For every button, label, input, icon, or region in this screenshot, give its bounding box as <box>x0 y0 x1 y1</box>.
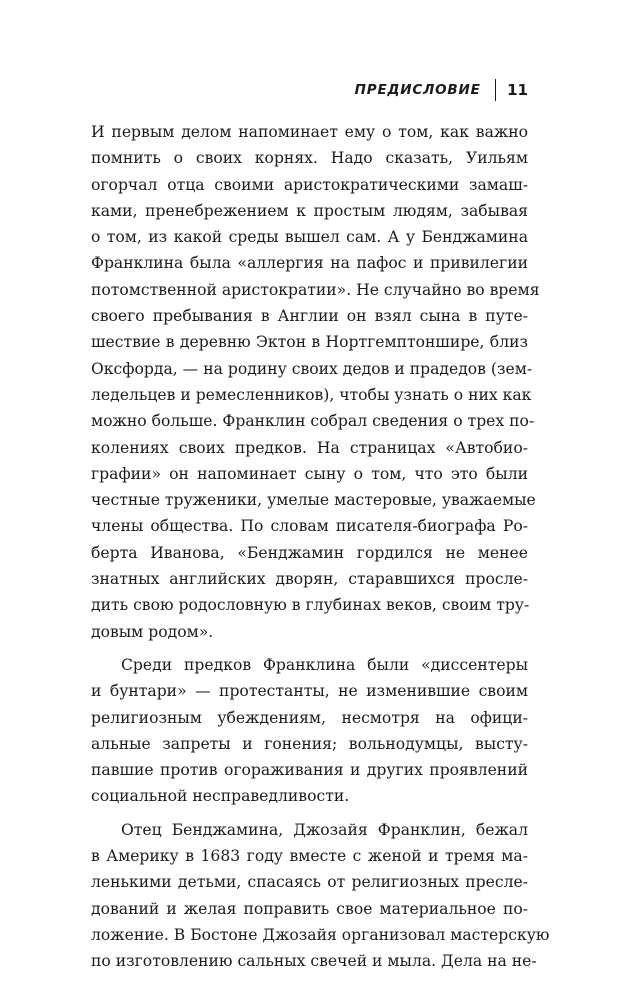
text-line: ками, пренебрежением к простым людям, забывая <box>91 201 528 220</box>
paragraph <box>91 652 528 810</box>
text-line: альные запреты и гонения; вольнодумцы, высту- <box>91 734 528 753</box>
text-line: знатных английских дворян, старавшихся просле- <box>91 570 528 589</box>
text-line: дить свою родословную в глубинах веков, своим тру- <box>91 596 530 615</box>
text-line: павшие против огораживания и других проявлений <box>91 761 528 780</box>
text-line: Отец Бенджамина, Джозайя Франклин, бежал <box>121 820 528 839</box>
paragraph <box>91 119 540 645</box>
text-line: шествие в деревню Эктон в Нортгемптоншире, близ <box>91 333 528 352</box>
text-line: Оксфорда, — на родину своих дедов и прадедов (зем- <box>91 359 533 378</box>
text-line: социальной несправедливости. <box>91 787 350 806</box>
text-line: можно больше. Франклин собрал сведения о трех по- <box>91 412 535 431</box>
section-title: ПРЕДИСЛОВИЕ <box>354 82 481 98</box>
text-line: Среди предков Франклина были «диссентеры <box>121 655 528 674</box>
text-line: берта Иванова, «Бенджамин гордился не менее <box>91 543 528 562</box>
paragraph <box>91 817 550 975</box>
text-line: потомственной аристократии». Не случайно во время <box>91 280 540 299</box>
text-line: ледельцев и ремесленников), чтобы узнать о них как <box>91 385 532 404</box>
text-line: довым родом». <box>91 622 214 641</box>
running-header <box>355 78 528 102</box>
text-line: и бунтари» — протестанты, не изменившие своим <box>91 682 528 701</box>
body-text <box>91 119 550 975</box>
text-line: Франклина была «аллергия на пафос и привилегии <box>91 254 528 273</box>
text-line: колениях своих предков. На страницах «Автобио- <box>91 438 528 457</box>
text-line: помнить о своих корнях. Надо сказать, Уильям <box>91 149 528 168</box>
text-line: огорчал отца своими аристократическими замаш- <box>91 175 528 194</box>
text-line: графии» он напоминает сыну о том, что это были <box>91 464 528 483</box>
text-line: религиозным убеждениям, несмотря на офици- <box>91 708 528 727</box>
text-line: честные труженики, умелые мастеровые, уважаемые <box>91 491 536 510</box>
text-line: члены общества. По словам писателя-биографа Ро- <box>91 517 528 536</box>
text-line: своего пребывания в Англии он взял сына в путе- <box>91 307 528 326</box>
text-line: по изготовлению сальных свечей и мыла. Дела на не- <box>91 952 537 971</box>
page-number: 11 <box>507 81 528 99</box>
text-line: о том, из какой среды вышел сам. А у Бенджамина <box>91 228 528 247</box>
header-divider <box>495 79 497 101</box>
text-line: дований и желая поправить свое материальное по- <box>91 899 528 918</box>
text-line: ложение. В Бостоне Джозайя организовал мастерскую <box>91 925 550 944</box>
text-line: И первым делом напоминает ему о том, как важно <box>91 123 528 141</box>
text-line: ленькими детьми, спасаясь от религиозных пресле- <box>91 873 528 892</box>
text-line: в Америку в 1683 году вместе с женой и тремя ма- <box>91 847 528 866</box>
